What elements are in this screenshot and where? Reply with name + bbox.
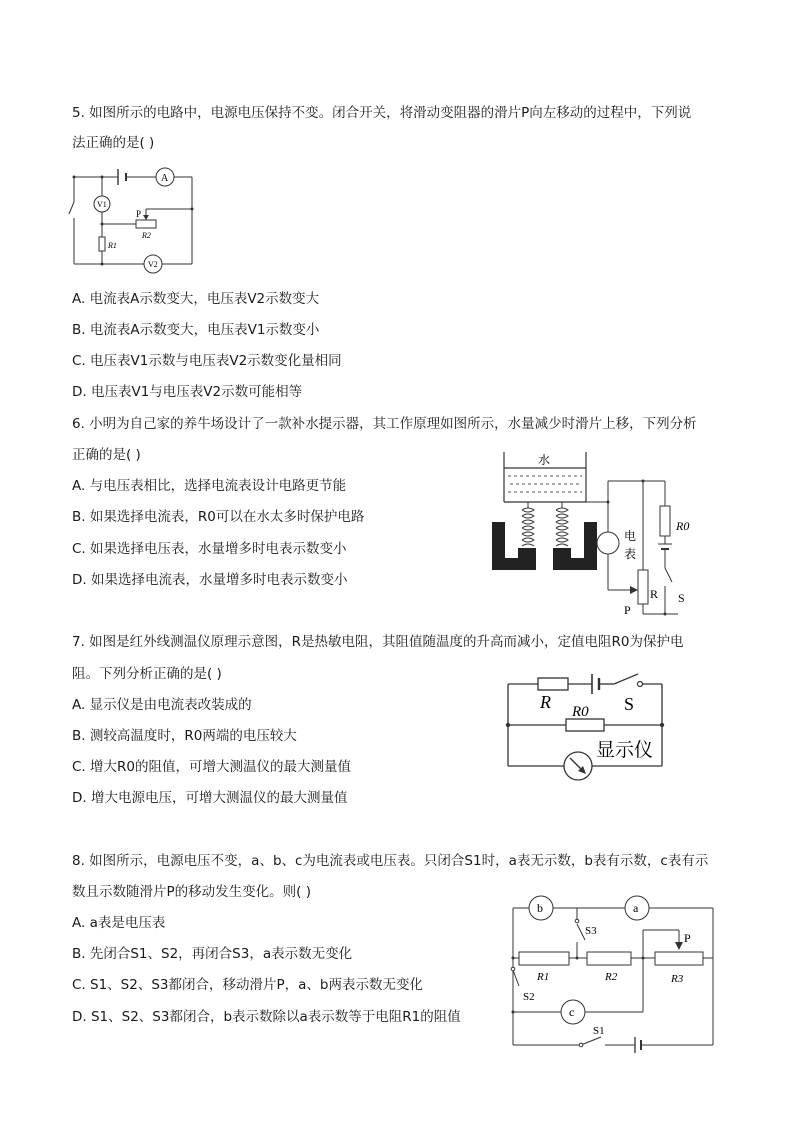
q5-label-p: P	[136, 209, 142, 219]
q7-option-a[interactable]: A. 显示仪是由电流表改装成的	[72, 697, 252, 713]
q8-label-a: a	[633, 901, 639, 915]
q6-option-d[interactable]: D. 如果选择电流表，水量增多时电表示数变小	[72, 572, 348, 588]
q8-label-s2: S2	[523, 991, 535, 1003]
q8-option-d[interactable]: D. S1、S2、S3都闭合，b表示数除以a表示数等于电阻R1的阻值	[72, 1009, 461, 1025]
q8-stem-line2: 数且示数随滑片P的移动发生变化。则( )	[72, 884, 311, 900]
q8-option-b[interactable]: B. 先闭合S1、S2，再闭合S3，a表示数无变化	[72, 946, 353, 962]
q7-stem-line1: 7. 如图是红外线测温仪原理示意图，R是热敏电阻，其阻值随温度的升高而减小，定值电阻R0为保护电	[72, 634, 684, 650]
q6-circuit-figure	[488, 448, 704, 620]
q8-label-r1: R1	[537, 971, 550, 983]
q6-stem-line2: 正确的是( )	[72, 447, 141, 463]
q6-label-r0: R0	[676, 519, 690, 533]
q5-option-c[interactable]: C. 电压表V1示数与电压表V2示数变化量相同	[72, 353, 342, 369]
q6-label-r: R	[650, 587, 659, 601]
q8-label-b: b	[537, 901, 543, 915]
q5-stem-line2: 法正确的是( )	[72, 135, 155, 151]
q5-circuit-figure	[66, 164, 202, 276]
q7-circuit-figure	[502, 664, 672, 784]
q5-stem-line1: 5. 如图所示的电路中，电源电压保持不变。闭合开关，将滑动变阻器的滑片P向左移动的过程中，下列说	[72, 105, 692, 121]
q6-option-c[interactable]: C. 如果选择电压表，水量增多时电表示数变小	[72, 541, 347, 557]
q7-label-r: R	[540, 692, 551, 712]
q6-label-meter-2: 表	[624, 547, 637, 561]
q5-label-v2: V2	[148, 260, 158, 269]
q8-label-s3: S3	[585, 925, 597, 937]
q5-label-v1: V1	[97, 200, 107, 209]
q6-option-b[interactable]: B. 如果选择电流表，R0可以在水太多时保护电路	[72, 509, 365, 525]
q6-stem-line1: 6. 小明为自己家的养牛场设计了一款补水提示器，其工作原理如图所示，水量减少时滑片上移，下列分析	[72, 416, 697, 432]
q7-label-display: 显示仪	[596, 739, 654, 761]
q8-label-r2: R2	[605, 971, 618, 983]
q8-label-c: c	[569, 1005, 575, 1019]
q6-label-meter-1: 电	[624, 529, 637, 543]
q8-label-s1: S1	[593, 1025, 605, 1037]
q5-option-a[interactable]: A. 电流表A示数变大，电压表V2示数变大	[72, 291, 320, 307]
q6-label-water: 水	[538, 453, 551, 467]
q8-option-c[interactable]: C. S1、S2、S3都闭合，移动滑片P，a、b两表示数无变化	[72, 977, 423, 993]
q5-label-r2: R2	[142, 231, 151, 240]
q6-option-a[interactable]: A. 与电压表相比，选择电流表设计电路更节能	[72, 478, 347, 494]
q7-label-r0: R0	[572, 704, 589, 720]
q6-label-s: S	[678, 591, 685, 605]
q7-option-d[interactable]: D. 增大电源电压，可增大测温仪的最大测量值	[72, 790, 348, 806]
q5-option-d[interactable]: D. 电压表V1与电压表V2示数可能相等	[72, 384, 303, 400]
q7-stem-line2: 阻。下列分析正确的是( )	[72, 666, 222, 682]
q8-circuit-figure	[505, 890, 723, 1060]
q7-option-b[interactable]: B. 测较高温度时，R0两端的电压较大	[72, 728, 297, 744]
q8-stem-line1: 8. 如图所示，电源电压不变，a、b、c为电流表或电压表。只闭合S1时，a表无示数，b表有示数，c表有示	[72, 853, 709, 869]
q8-label-p: P	[684, 931, 691, 945]
q7-label-s: S	[624, 694, 635, 714]
q8-label-r3: R3	[671, 973, 684, 985]
q5-option-b[interactable]: B. 电流表A示数变大，电压表V1示数变小	[72, 322, 320, 338]
q5-label-ammeter: A	[161, 173, 169, 184]
q6-label-p: P	[624, 603, 631, 617]
q8-option-a[interactable]: A. a表是电压表	[72, 915, 166, 931]
q5-label-r1: R1	[108, 241, 117, 250]
q7-option-c[interactable]: C. 增大R0的阻值，可增大测温仪的最大测量值	[72, 759, 351, 775]
